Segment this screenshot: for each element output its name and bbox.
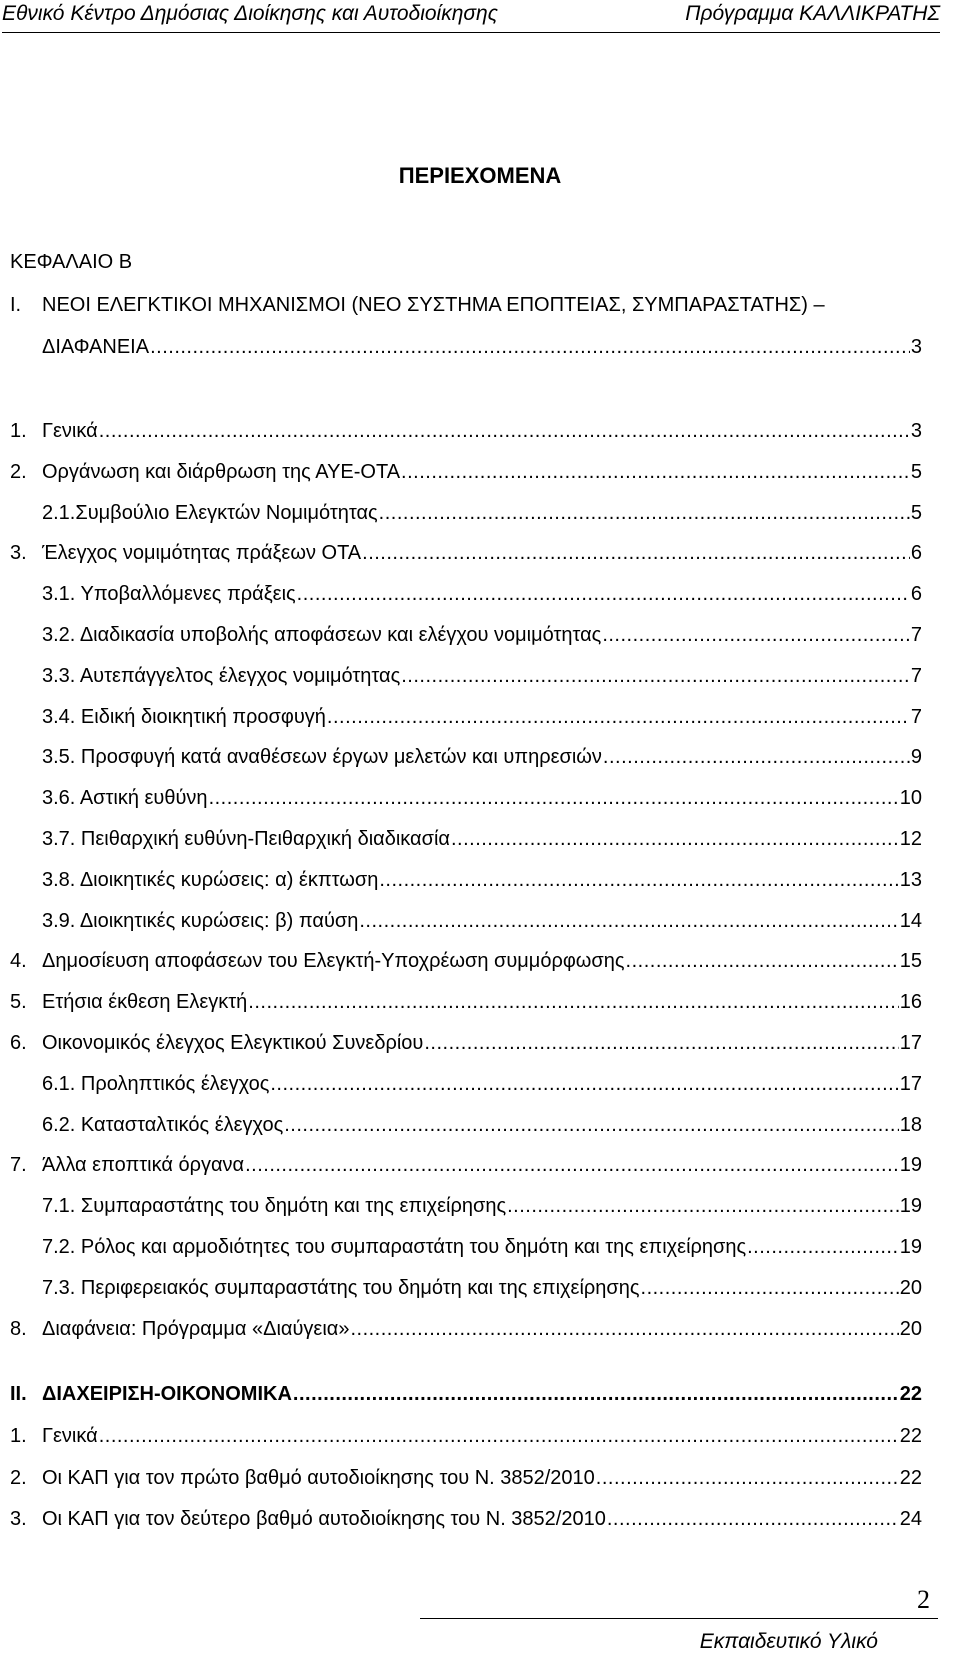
leader-dots [297, 583, 910, 606]
header-left-text: Εθνικό Κέντρο Δημόσιας Διοίκησης και Αυτοδιοίκησης [2, 2, 498, 25]
toc-entry[interactable] [42, 828, 922, 851]
toc-entry-page: 24 [899, 1508, 922, 1530]
toc-entry-number: 4. [10, 950, 27, 973]
leader-dots [607, 1508, 899, 1531]
toc-entry-text: 6.2. Κατασταλτικός έλεγχος [42, 1113, 284, 1136]
part2-page: 22 [899, 1383, 922, 1405]
toc-entry-page: 20 [899, 1276, 922, 1299]
toc-entry[interactable] [10, 1467, 922, 1490]
leader-dots [747, 1236, 899, 1259]
toc-entry-text: 3.1. Υποβαλλόμενες πράξεις [42, 583, 296, 606]
leader-dots [209, 787, 899, 810]
toc-entry-page: 19 [899, 1154, 922, 1177]
toc-entry-page: 18 [899, 1113, 922, 1136]
toc-entry-text: Οργάνωση και διάρθρωση της ΑΥΕ-ΟΤΑ [42, 460, 401, 483]
toc-entry-number: 7. [10, 1154, 27, 1177]
toc-entry[interactable] [42, 624, 922, 647]
toc-entry-page: 6 [910, 583, 922, 606]
leader-dots [99, 1425, 899, 1448]
toc-entry-page: 3 [910, 420, 922, 442]
toc-entry-text: 2.1.Συμβούλιο Ελεγκτών Νομιμότητας [42, 501, 378, 524]
part1-page: 3 [910, 336, 922, 358]
leader-dots [350, 1318, 898, 1341]
toc-entry[interactable] [10, 991, 922, 1014]
toc-entry-number: 6. [10, 1032, 27, 1054]
part2-title: ΔΙΑΧΕΙΡΙΣΗ-ΟΙΚΟΝΟΜΙΚΑ [42, 1383, 292, 1405]
footer-text: Εκπαιδευτικό Υλικό [699, 1630, 878, 1653]
leader-dots [641, 1277, 899, 1300]
toc-entry-text: Γενικά [42, 420, 98, 442]
leader-dots [451, 828, 899, 851]
toc-entry-page: 7 [910, 624, 922, 646]
toc-entry-text: Δημοσίευση αποφάσεων του Ελεγκτή-Υποχρέωση συμμόρφωσης [42, 950, 625, 973]
toc-entry-text: Έλεγχος νομιμότητας πράξεων ΟΤΑ [42, 542, 362, 565]
toc-entry[interactable] [42, 746, 922, 769]
toc-entry[interactable] [42, 910, 922, 933]
toc-entry-page: 19 [899, 1236, 922, 1258]
toc-entry-page: 5 [910, 501, 922, 524]
toc-entry-page: 13 [899, 868, 922, 891]
footer-rule [420, 1618, 938, 1619]
toc-entry-text: 7.3. Περιφερειακός συμπαραστάτης του δημότη και της επιχείρησης [42, 1276, 640, 1299]
leader-dots [150, 336, 910, 359]
leader-dots [270, 1073, 898, 1096]
toc-entry-text: Οι ΚΑΠ για τον δεύτερο βαθμό αυτοδιοίκησης του Ν. 3852/2010 [42, 1508, 606, 1530]
leader-dots [424, 1032, 898, 1055]
toc-entry[interactable] [10, 1508, 922, 1531]
toc-entry-text: 3.5. Προσφυγή κατά αναθέσεων έργων μελετών και υπηρεσιών [42, 746, 602, 769]
toc-entry[interactable] [10, 1032, 922, 1055]
toc-title: ΠΕΡΙΕΧΟΜΕΝΑ [398, 163, 562, 188]
toc-entry-text: 3.2. Διαδικασία υποβολής αποφάσεων και ελέγχου νομιμότητας [42, 624, 602, 646]
toc-entry-text: Οικονομικός έλεγχος Ελεγκτικού Συνεδρίου [42, 1032, 424, 1054]
leader-dots [507, 1195, 899, 1218]
toc-entry-page: 9 [910, 746, 922, 769]
toc-entry-text: 3.9. Διοικητικές κυρώσεις: β) παύση [42, 909, 359, 932]
toc-entry[interactable] [42, 1195, 922, 1218]
part1-title-line1: ΝΕΟΙ ΕΛΕΓΚΤΙΚΟΙ ΜΗΧΑΝΙΣΜΟΙ (ΝΕΟ ΣΥΣΤΗΜΑ ΕΠΟΠΤΕΙΑΣ, ΣΥΜΠΑΡΑΣΤΑΤΗΣ) – [42, 294, 825, 316]
toc-entry[interactable] [42, 583, 922, 606]
leader-dots [362, 542, 910, 565]
toc-entry[interactable] [42, 869, 922, 892]
toc-entry[interactable] [42, 665, 922, 688]
toc-entry[interactable] [10, 461, 922, 484]
toc-entry[interactable] [10, 1425, 922, 1448]
toc-entry[interactable] [42, 502, 922, 525]
toc-entry-page: 5 [910, 460, 922, 483]
toc-entry[interactable] [42, 1073, 922, 1096]
toc-entry-number: 3. [10, 542, 27, 565]
toc-entry-page: 12 [899, 828, 922, 850]
toc-entry[interactable] [10, 950, 922, 973]
toc-entry-text: 3.4. Ειδική διοικητική προσφυγή [42, 705, 326, 728]
leader-dots [401, 665, 910, 688]
toc-entry-page: 6 [910, 542, 922, 565]
leader-dots [99, 420, 910, 443]
toc-entry-text: 6.1. Προληπτικός έλεγχος [42, 1072, 270, 1095]
toc-entry-text: Ετήσια έκθεση Ελεγκτή [42, 991, 248, 1014]
leader-dots [379, 869, 898, 892]
toc-entry-text: 3.3. Αυτεπάγγελτος έλεγχος νομιμότητας [42, 664, 401, 687]
leader-dots [379, 502, 910, 525]
part1-title-line2: ΔΙΑΦΑΝΕΙΑ [42, 336, 150, 358]
toc-entry-number: 2. [10, 1466, 27, 1489]
leader-dots [602, 624, 910, 647]
leader-dots [327, 706, 910, 729]
toc-entry-text: Άλλα εποπτικά όργανα [42, 1154, 245, 1177]
toc-entry-page: 14 [899, 909, 922, 932]
toc-entry-page: 15 [899, 950, 922, 973]
toc-entry-page: 7 [910, 705, 922, 728]
toc-entry-page: 17 [899, 1072, 922, 1095]
toc-entry-text: 3.7. Πειθαρχική ευθύνη-Πειθαρχική διαδικασία [42, 828, 450, 850]
toc-entry-page: 7 [910, 664, 922, 687]
toc-entry-page: 10 [899, 787, 922, 810]
toc-entry-text: 3.8. Διοικητικές κυρώσεις: α) έκπτωση [42, 868, 379, 891]
toc-entry-page: 19 [899, 1195, 922, 1218]
leader-dots [603, 746, 910, 769]
chapter-label: ΚΕΦΑΛΑΙΟ Β [10, 251, 133, 273]
toc-entry-page: 20 [899, 1317, 922, 1340]
part2-heading[interactable] [10, 1383, 922, 1406]
leader-dots [596, 1467, 899, 1490]
toc-entry[interactable] [42, 1277, 922, 1300]
leader-dots [359, 910, 898, 933]
toc-entry-number: 8. [10, 1317, 27, 1340]
toc-entry-number: 2. [10, 460, 27, 483]
toc-entry-number: 5. [10, 991, 27, 1014]
toc-entry-number: 1. [10, 1425, 27, 1447]
page-header [2, 0, 940, 33]
part1-heading-line2[interactable] [42, 336, 922, 359]
leader-dots [293, 1383, 899, 1406]
toc-entry-text: Διαφάνεια: Πρόγραμμα «Διαύγεια» [42, 1317, 350, 1340]
page-number: 2 [917, 1585, 930, 1614]
toc-entry-text: 7.2. Ρόλος και αρμοδιότητες του συμπαραστάτη του δημότη και της επιχείρησης [42, 1236, 747, 1258]
toc-entry[interactable] [42, 706, 922, 729]
toc-entry-text: Οι ΚΑΠ για τον πρώτο βαθμό αυτοδιοίκησης του Ν. 3852/2010 [42, 1466, 595, 1489]
toc-entry-page: 17 [899, 1032, 922, 1054]
toc-entry-page: 22 [899, 1466, 922, 1489]
toc-entry-text: Γενικά [42, 1425, 98, 1447]
toc-entry-page: 22 [899, 1425, 922, 1447]
toc-entry[interactable] [10, 1154, 922, 1177]
toc-entry[interactable] [42, 1236, 922, 1259]
toc-entry[interactable] [10, 420, 922, 443]
toc-entry-text: 3.6. Αστική ευθύνη [42, 787, 208, 810]
toc-entry-text: 7.1. Συμπαραστάτης του δημότη και της επιχείρησης [42, 1195, 507, 1218]
toc-entry[interactable] [10, 1318, 922, 1341]
part2-number: ΙΙ. [10, 1383, 27, 1405]
leader-dots [245, 1154, 899, 1177]
toc-entry-number: 1. [10, 420, 27, 442]
leader-dots [248, 991, 898, 1014]
toc-entry[interactable] [42, 787, 922, 810]
leader-dots [626, 950, 899, 973]
toc-entry[interactable] [42, 1114, 922, 1137]
part1-number: Ι. [10, 294, 22, 316]
toc-entry-number: 3. [10, 1508, 27, 1530]
toc-entry[interactable] [10, 542, 922, 565]
leader-dots [401, 461, 910, 484]
leader-dots [284, 1114, 899, 1137]
part1-heading-line1[interactable] [10, 294, 825, 317]
header-right-text: Πρόγραμμα ΚΑΛΛΙΚΡΑΤΗΣ [685, 2, 940, 25]
toc-entry-page: 16 [899, 991, 922, 1014]
